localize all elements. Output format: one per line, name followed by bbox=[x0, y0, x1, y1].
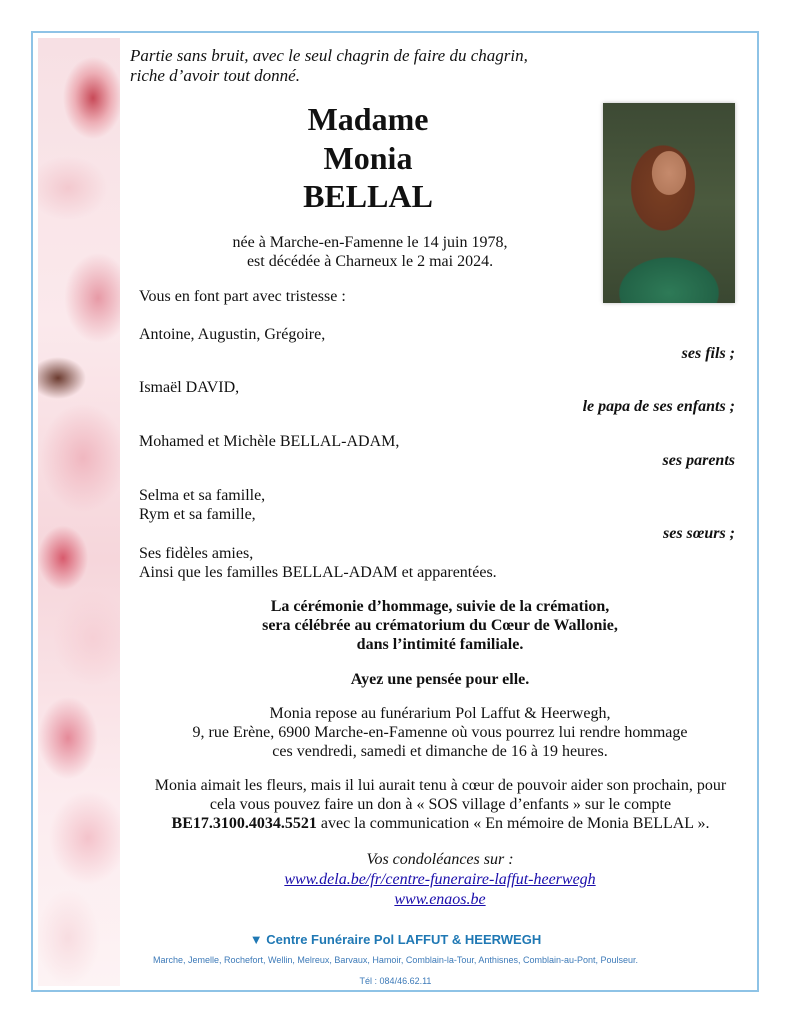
footer-title: ▼ Centre Funéraire Pol LAFFUT & HEERWEGH bbox=[249, 932, 542, 947]
family-names-friends: Ses fidèles amies, Ainsi que les familles BELLAL-ADAM et apparentées. bbox=[139, 545, 497, 581]
intro-text: Vous en font part avec tristesse : bbox=[139, 288, 346, 305]
triangle-down-icon: ▼ bbox=[249, 932, 263, 947]
relation-parents: ses parents bbox=[662, 452, 735, 469]
funeral-home-info: Monia repose au funérarium Pol Laffut & Heerwegh, 9, rue Erène, 6900 Marche-en-Famenne où vous pourrez lui rendre hommage ces vendredi, samedi et dimanche de 16 à 19 heures. bbox=[192, 705, 688, 760]
ceremony-announcement: La cérémonie d’hommage, suivie de la crémation, sera célébrée au crématorium du Cœur de Wallonie, dans l’intimité familiale. bbox=[262, 598, 618, 653]
birth-death-dates: née à Marche-en-Famenne le 14 juin 1978, est décédée à Charneux le 2 mai 2024. bbox=[232, 234, 508, 270]
condolences-label: Vos condoléances sur : bbox=[366, 851, 514, 868]
footer-locations: Marche, Jemelle, Rochefort, Wellin, Melreux, Barvaux, Hamoir, Comblain-la-Tour, Anthisnes, Comblain-au-Pont, Poulseur. bbox=[152, 955, 639, 965]
relation-father: le papa de ses enfants ; bbox=[582, 398, 735, 415]
family-names-sisters: Selma et sa famille, Rym et sa famille, bbox=[139, 487, 266, 523]
deceased-first-name: Monia bbox=[323, 140, 413, 176]
relation-sisters: ses sœurs ; bbox=[662, 525, 735, 542]
family-names-parents: Mohamed et Michèle BELLAL-ADAM, bbox=[139, 433, 400, 450]
bank-account: BE17.3100.4034.5521 bbox=[171, 815, 317, 832]
deceased-title: Madame bbox=[307, 101, 429, 137]
deceased-last-name: BELLAL bbox=[303, 178, 433, 214]
thought-line: Ayez une pensée pour elle. bbox=[350, 671, 530, 688]
family-names-father: Ismaël DAVID, bbox=[139, 379, 240, 396]
epigraph: Partie sans bruit, avec le seul chagrin de faire du chagrin, riche d’avoir tout donné. bbox=[130, 46, 528, 85]
enaos-link[interactable]: www.enaos.be bbox=[394, 891, 486, 908]
relation-sons: ses fils ; bbox=[681, 345, 735, 362]
footer-phone: Tél : 084/46.62.11 bbox=[359, 976, 432, 986]
cherry-blossom-decoration bbox=[38, 38, 120, 986]
condolences-block bbox=[140, 850, 740, 910]
family-names-sons: Antoine, Augustin, Grégoire, bbox=[139, 326, 326, 343]
portrait-photo bbox=[603, 103, 735, 303]
dela-link[interactable]: www.dela.be/fr/centre-funeraire-laffut-heerwegh bbox=[284, 871, 596, 888]
donation-info: Monia aimait les fleurs, mais il lui aurait tenu à cœur de pouvoir aider son prochain, pour cela vous pouvez faire un don à « SOS village d’enfants » sur le compte BE17.3100.4034.5521 avec la communication « En mémoire de Monia BELLAL ». bbox=[154, 777, 727, 832]
